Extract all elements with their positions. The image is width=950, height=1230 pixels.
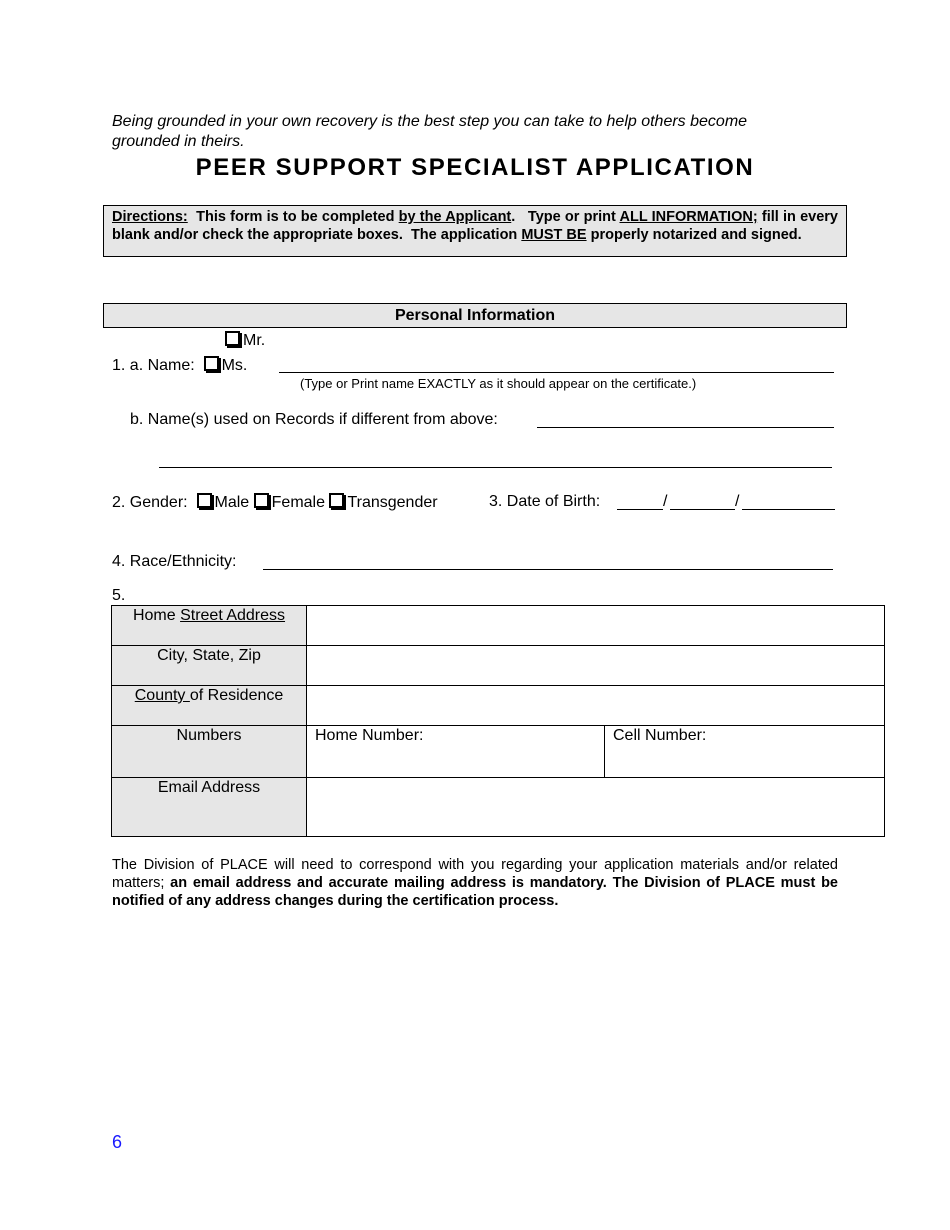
records-name-label: b. Name(s) used on Records if different from above: [130,411,498,428]
directions-text-2: . Type or print [511,209,620,225]
directions-box [103,205,847,257]
race-label: 4. Race/Ethnicity: [112,553,237,570]
home-number-field[interactable] [307,726,605,778]
email-label: Email Address [112,778,307,837]
male-label: Male [214,494,250,511]
mr-checkbox[interactable] [225,331,240,346]
street-address-prefix: Home [132,607,181,624]
county-field[interactable] [307,686,885,726]
page-number: 6 [112,1132,123,1152]
county-suffix: of Residence [189,687,284,704]
name-hint: (Type or Print name EXACTLY as it should appear on the certificate.) [300,376,697,391]
numbers-label: Numbers [112,726,307,778]
transgender-checkbox[interactable] [329,493,344,508]
dob-month-line[interactable] [617,493,663,510]
notice-bold: an email address and accurate mailing address is mandatory. The Division of PLACE must be notified of any address changes during the certification process. [112,875,838,909]
dob-label: 3. Date of Birth: [489,493,601,510]
table-row [112,778,885,837]
directions-text-4: properly notarized and signed. [586,227,802,243]
gender-option-transgender[interactable] [329,494,437,511]
table-row [112,606,885,646]
dob-day-line[interactable] [670,493,735,510]
directions-text-3: fill in every blank and/or check the appropriate boxes. The application [112,209,843,243]
table-row [112,646,885,686]
cell-number-field[interactable] [605,726,885,778]
female-label: Female [271,494,325,511]
email-field[interactable] [307,778,885,837]
directions-text-1: This form is to be completed [187,209,399,225]
name-label: 1. a. Name: [112,357,195,374]
directions-must-be: MUST BE [521,227,587,243]
records-name-input-line[interactable] [537,411,834,428]
gender-option-male[interactable] [197,494,250,511]
county-label [112,686,307,726]
race-input-line[interactable] [263,553,833,570]
address-item-number: 5. [112,587,126,604]
dob-separator-1: / [663,493,668,510]
motto-quote: Being grounded in your own recovery is the best step you can take to help others become grounded in theirs. [112,113,748,150]
directions-all-information: ALL INFORMATION; [619,209,758,225]
male-checkbox[interactable] [197,493,212,508]
ms-label: Ms. [221,357,248,374]
notice-plain: The Division of PLACE will need to correspond with you regarding your application materials and/or related matters; [112,857,838,891]
gender-label: 2. Gender: [112,494,188,511]
name-row [112,356,247,375]
table-row [112,686,885,726]
page-title: PEER SUPPORT SPECIALIST APPLICATION [195,154,755,181]
city-state-zip-field[interactable] [307,646,885,686]
transgender-label: Transgender [347,494,438,511]
female-checkbox[interactable] [254,493,269,508]
correspondence-notice [112,856,838,910]
records-name-input-line-2[interactable] [159,451,832,468]
home-number-label: Home Number: [315,727,424,744]
street-address-field[interactable] [307,606,885,646]
table-row [112,726,885,778]
title-mr-option[interactable] [225,331,265,350]
directions-label: Directions: [112,209,188,225]
gender-option-female[interactable] [254,494,325,511]
cell-number-label: Cell Number: [613,727,707,744]
city-state-zip-label: City, State, Zip [112,646,307,686]
ms-checkbox[interactable] [204,356,219,371]
name-input-line[interactable] [279,356,834,373]
mr-label: Mr. [243,332,266,349]
directions-by-applicant: by the Applicant [398,209,512,225]
street-address-label [112,606,307,646]
section-personal-information: Personal Information [103,303,847,328]
dob-separator-2: / [735,493,740,510]
street-address-underlined: Street Address [180,607,286,624]
gender-row [112,493,438,512]
address-table [111,605,885,837]
county-underlined: County [134,687,190,704]
dob-year-line[interactable] [742,493,835,510]
